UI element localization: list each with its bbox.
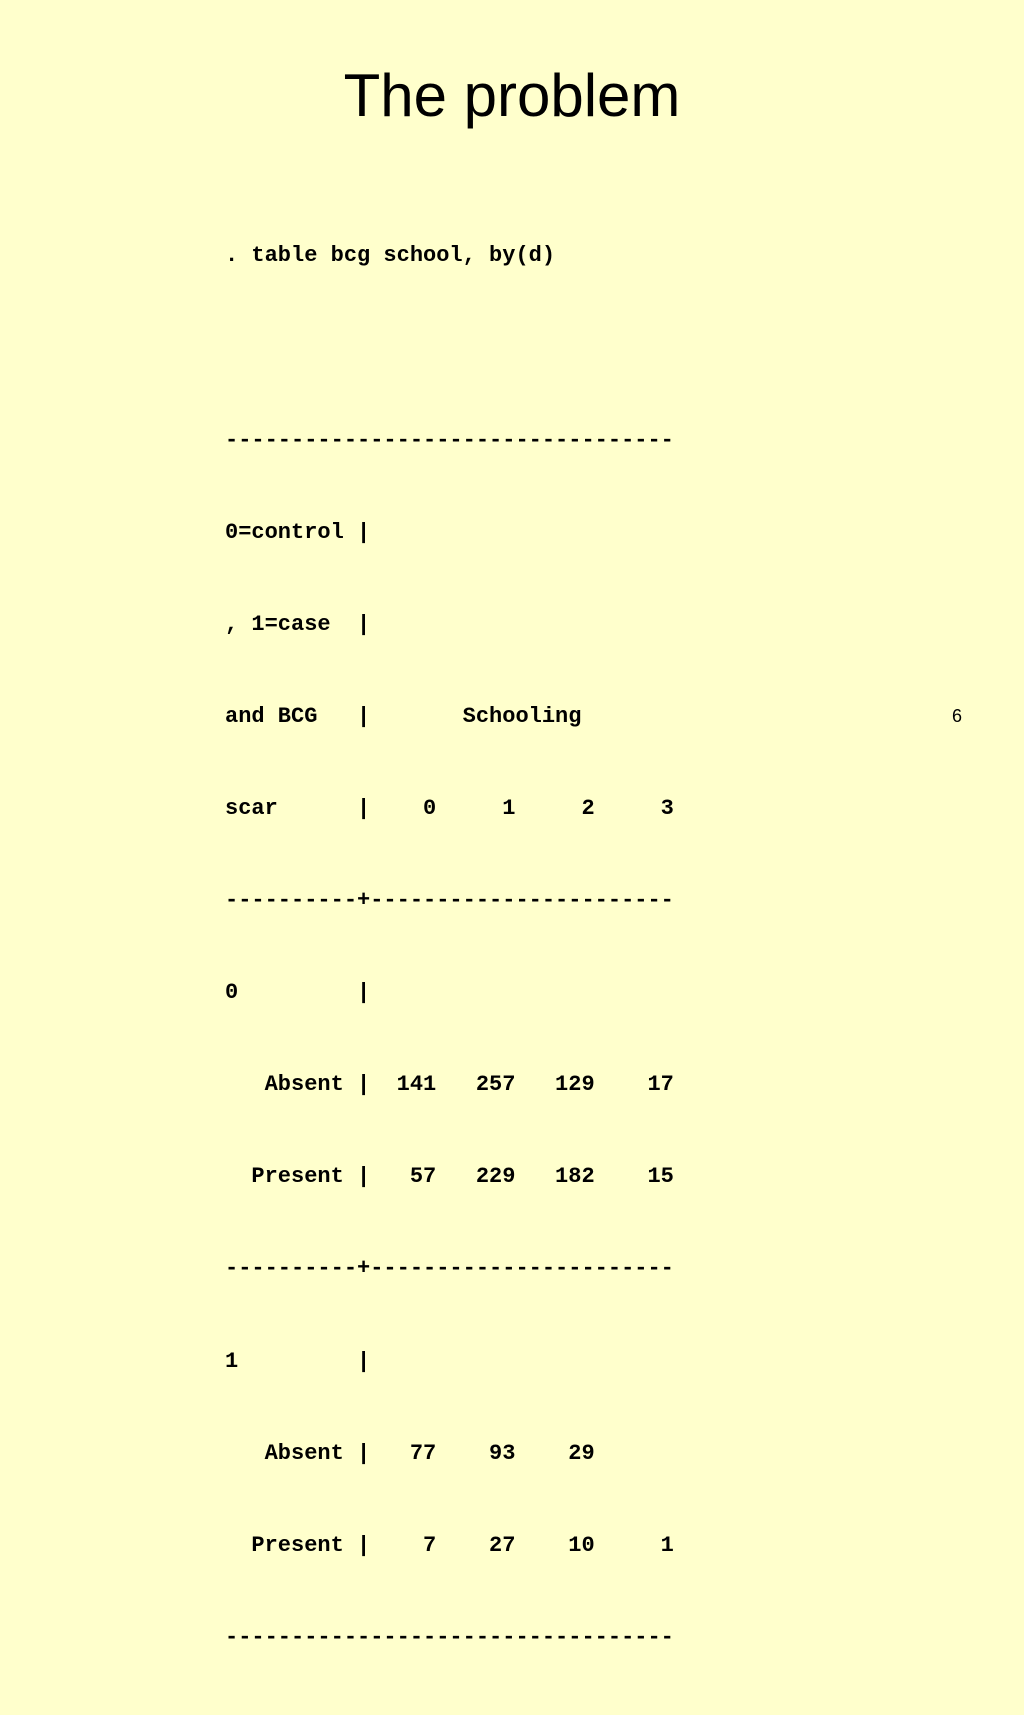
blank-line [225, 334, 674, 365]
table-top-rule: ---------------------------------- [225, 427, 674, 453]
column-header-line: scar | 0 1 2 3 [225, 795, 674, 821]
table-row: Present | 57 229 182 15 [225, 1164, 674, 1190]
stata-output-block [225, 180, 674, 1715]
column-group-header-line: and BCG | Schooling [225, 703, 582, 729]
row-header-line: , 1=case | [225, 611, 371, 637]
table-row: Absent | 141 257 129 17 [225, 1072, 674, 1098]
table-bottom-rule: ---------------------------------- [225, 1624, 674, 1650]
table-separator-rule: ----------+----------------------- [225, 888, 674, 914]
page-number: 6 [951, 706, 962, 726]
table-row: Present | 7 27 10 1 [225, 1532, 674, 1558]
table-row: Absent | 77 93 29 [225, 1440, 595, 1466]
group-label-line: 1 | [225, 1348, 371, 1374]
stata-command-line: . table bcg school, by(d) [225, 243, 556, 269]
group-label-line: 0 | [225, 980, 371, 1006]
row-header-line: 0=control | [225, 519, 371, 545]
slide-title: The problem [343, 62, 681, 129]
table-separator-rule: ----------+----------------------- [225, 1256, 674, 1282]
